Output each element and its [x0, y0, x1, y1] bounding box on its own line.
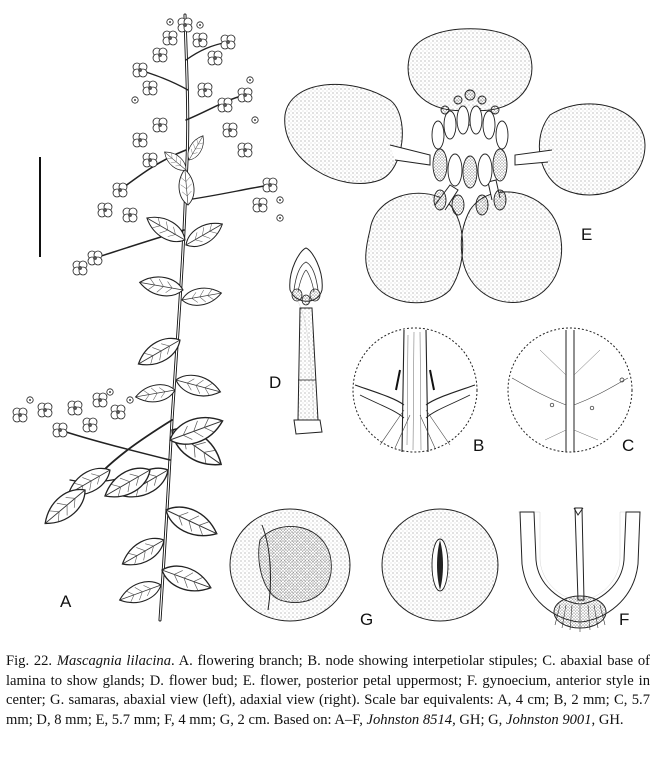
- panel-g-samaras: [230, 509, 498, 621]
- panel-label-g: G: [360, 610, 374, 629]
- species-name: Mascagnia lilacina: [56, 653, 171, 669]
- panel-label-e: E: [581, 225, 593, 244]
- based-on-prefix: Based on: A–F,: [273, 711, 367, 728]
- collector-2: Johnston 9001: [505, 711, 592, 728]
- figure-caption: [6, 652, 650, 730]
- caption-description: . A. flowering branch; B. node showing interpetiolar stipules; C. abaxial base of lamina to show glands; D. flower bud; E. flower, posterior petal uppermost; F. gynoecium, anterior style in center; G. samaras, abaxial view (left), adaxial view (right).: [6, 653, 651, 709]
- panel-e-flower: [285, 29, 645, 303]
- herbarium-2: , GH.: [591, 711, 624, 728]
- panel-label-d: D: [269, 373, 282, 392]
- panel-b-node: [353, 328, 477, 452]
- scale-bar-equivalents: Scale bar equivalents: A, 4 cm; B, 2 mm; C, 5.7 mm; D, 8 mm; E, 5.7 mm; F, 4 mm; G, 2 cm.: [6, 692, 650, 728]
- panel-label-b: B: [473, 436, 485, 455]
- panel-label-a: A: [60, 592, 72, 611]
- panel-d-flower-bud: [290, 248, 322, 434]
- panel-a-flowering-branch: [13, 15, 283, 620]
- collector-1: Johnston 8514: [366, 711, 453, 728]
- figure-number: Fig. 22.: [6, 653, 53, 669]
- herbarium-1: , GH; G,: [452, 711, 506, 728]
- panel-label-c: C: [622, 436, 635, 455]
- panel-c-lamina-base: [508, 328, 632, 452]
- panel-label-f: F: [619, 610, 630, 629]
